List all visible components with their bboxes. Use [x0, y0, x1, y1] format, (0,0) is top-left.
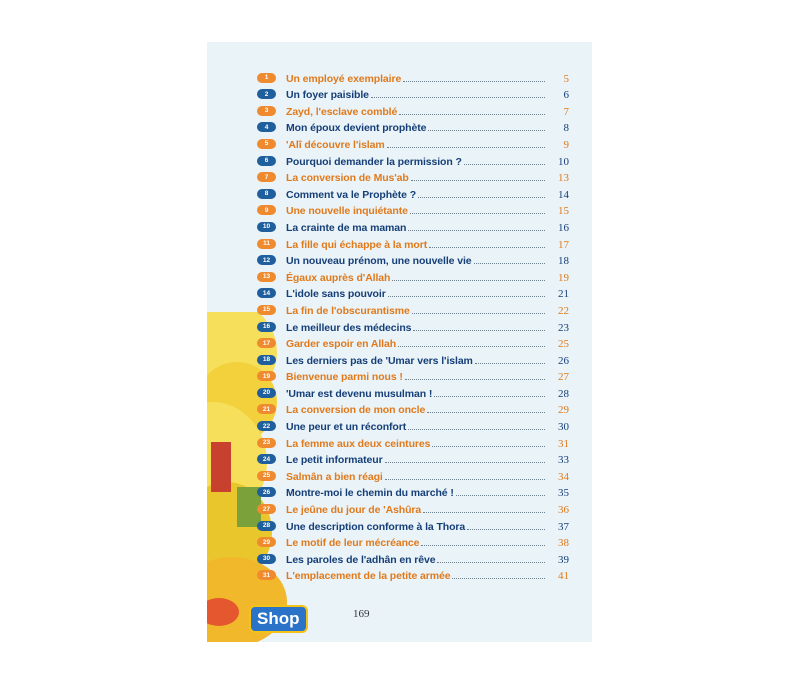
- dot-leader: [412, 313, 545, 314]
- dot-leader: [413, 330, 545, 331]
- chapter-title: Salmân a bien réagi: [286, 470, 383, 483]
- chapter-number-badge: 23: [257, 438, 276, 448]
- chapter-number-badge: 2: [257, 89, 276, 99]
- chapter-number-badge: 29: [257, 537, 276, 547]
- chapter-page-number: 13: [558, 172, 569, 185]
- dot-leader: [418, 197, 545, 198]
- chapter-number-badge: 31: [257, 570, 276, 580]
- dot-leader: [437, 562, 545, 563]
- chapter-title: Montre-moi le chemin du marché !: [286, 487, 454, 500]
- toc-row: [257, 201, 569, 218]
- toc-row: [257, 85, 569, 102]
- chapter-title: La fille qui échappe à la mort: [286, 238, 428, 251]
- dot-leader: [371, 97, 545, 98]
- chapter-page-number: 19: [558, 271, 569, 284]
- chapter-page-number: 26: [558, 354, 569, 367]
- chapter-page-number: 27: [558, 371, 569, 384]
- chapter-page-number: 37: [558, 520, 569, 533]
- chapter-number-badge: 24: [257, 454, 276, 464]
- chapter-title: Une peur et un réconfort: [286, 421, 407, 434]
- toc-row: [257, 317, 569, 334]
- page-number: 169: [353, 608, 370, 620]
- toc-row: [257, 483, 569, 500]
- chapter-page-number: 22: [558, 304, 569, 317]
- chapter-number-badge: 4: [257, 122, 276, 132]
- dot-leader: [403, 81, 545, 82]
- dot-leader: [432, 446, 545, 447]
- dot-leader: [408, 429, 545, 430]
- dot-leader: [475, 363, 545, 364]
- chapter-title: Un foyer paisible: [286, 89, 369, 102]
- chapter-page-number: 7: [563, 105, 569, 118]
- chapter-page-number: 36: [558, 504, 569, 517]
- toc-row: [257, 566, 569, 583]
- dot-leader: [423, 512, 545, 513]
- chapter-page-number: 33: [558, 454, 569, 467]
- chapter-title: Le jeûne du jour de 'Ashûra: [286, 504, 422, 517]
- chapter-title: Mon époux devient prophète: [286, 122, 427, 135]
- chapter-title: Garder espoir en Allah: [286, 338, 397, 351]
- chapter-page-number: 5: [563, 72, 569, 85]
- chapter-number-badge: 3: [257, 106, 276, 116]
- chapter-page-number: 28: [558, 387, 569, 400]
- chapter-number-badge: 30: [257, 554, 276, 564]
- toc-row: [257, 400, 569, 417]
- dot-leader: [464, 164, 545, 165]
- chapter-title: Égaux auprès d'Allah: [286, 271, 391, 284]
- dot-leader: [385, 479, 545, 480]
- chapter-number-badge: 7: [257, 172, 276, 182]
- dot-leader: [467, 529, 545, 530]
- chapter-title: Zayd, l'esclave comblé: [286, 105, 398, 118]
- dot-leader: [410, 213, 545, 214]
- chapter-title: La fin de l'obscurantisme: [286, 304, 410, 317]
- toc-row: [257, 433, 569, 450]
- chapter-number-badge: 18: [257, 355, 276, 365]
- chapter-page-number: 35: [558, 487, 569, 500]
- chapter-number-badge: 9: [257, 205, 276, 215]
- dot-leader: [421, 545, 545, 546]
- chapter-page-number: 15: [558, 205, 569, 218]
- dot-leader: [474, 263, 545, 264]
- toc-row: [257, 184, 569, 201]
- toc-row: [257, 533, 569, 550]
- chapter-page-number: 9: [563, 138, 569, 151]
- chapter-number-badge: 8: [257, 189, 276, 199]
- dot-leader: [456, 495, 545, 496]
- toc-row: [257, 284, 569, 301]
- chapter-page-number: 6: [563, 89, 569, 102]
- chapter-number-badge: 11: [257, 239, 276, 249]
- toc-row: [257, 217, 569, 234]
- chapter-title: Une nouvelle inquiétante: [286, 205, 408, 218]
- chapter-page-number: 10: [558, 155, 569, 168]
- chapter-page-number: 38: [558, 537, 569, 550]
- chapter-title: Les derniers pas de 'Umar vers l'islam: [286, 354, 473, 367]
- dot-leader: [399, 114, 545, 115]
- chapter-title: La conversion de mon oncle: [286, 404, 426, 417]
- chapter-page-number: 14: [558, 188, 569, 201]
- chapter-number-badge: 5: [257, 139, 276, 149]
- chapter-title: Un employé exemplaire: [286, 72, 402, 85]
- chapter-number-badge: 16: [257, 322, 276, 332]
- toc-row: [257, 450, 569, 467]
- toc-row: [257, 549, 569, 566]
- toc-row: [257, 134, 569, 151]
- dot-leader: [411, 180, 545, 181]
- chapter-number-badge: 1: [257, 73, 276, 83]
- chapter-page-number: 25: [558, 338, 569, 351]
- chapter-number-badge: 14: [257, 288, 276, 298]
- chapter-page-number: 17: [558, 238, 569, 251]
- toc-row: [257, 151, 569, 168]
- chapter-number-badge: 15: [257, 305, 276, 315]
- chapter-title: Une description conforme à la Thora: [286, 520, 466, 533]
- chapter-page-number: 34: [558, 470, 569, 483]
- toc-row: [257, 334, 569, 351]
- chapter-title: Comment va le Prophète ?: [286, 188, 417, 201]
- dot-leader: [398, 346, 545, 347]
- toc-row: [257, 300, 569, 317]
- chapter-number-badge: 26: [257, 487, 276, 497]
- chapter-page-number: 21: [558, 288, 569, 301]
- dot-leader: [387, 147, 545, 148]
- chapter-page-number: 18: [558, 255, 569, 268]
- chapter-number-badge: 20: [257, 388, 276, 398]
- toc-row: [257, 516, 569, 533]
- chapter-title: La crainte de ma maman: [286, 221, 407, 234]
- chapter-page-number: 39: [558, 553, 569, 566]
- dot-leader: [405, 379, 545, 380]
- toc-row: [257, 101, 569, 118]
- dot-leader: [385, 462, 545, 463]
- chapter-page-number: 29: [558, 404, 569, 417]
- chapter-number-badge: 27: [257, 504, 276, 514]
- chapter-number-badge: 19: [257, 371, 276, 381]
- toc-row: [257, 416, 569, 433]
- chapter-number-badge: 28: [257, 521, 276, 531]
- toc-row: [257, 499, 569, 516]
- chapter-title: La femme aux deux ceintures: [286, 437, 431, 450]
- shop-logo-text: Shop: [249, 605, 308, 633]
- toc-row: [257, 350, 569, 367]
- chapter-page-number: 16: [558, 221, 569, 234]
- toc-row: [257, 466, 569, 483]
- toc-row: [257, 367, 569, 384]
- chapter-title: L'idole sans pouvoir: [286, 288, 386, 301]
- chapter-page-number: 8: [563, 122, 569, 135]
- chapter-number-badge: 13: [257, 272, 276, 282]
- dot-leader: [427, 412, 545, 413]
- chapter-number-badge: 25: [257, 471, 276, 481]
- table-of-contents: [257, 68, 569, 582]
- chapter-title: 'Umar est devenu musulman !: [286, 387, 433, 400]
- chapter-title: Un nouveau prénom, une nouvelle vie: [286, 255, 472, 268]
- toc-row: [257, 68, 569, 85]
- toc-row: [257, 383, 569, 400]
- chapter-number-badge: 10: [257, 222, 276, 232]
- chapter-title: Le motif de leur mécréance: [286, 537, 420, 550]
- chapter-number-badge: 22: [257, 421, 276, 431]
- dot-leader: [428, 130, 545, 131]
- dot-leader: [452, 578, 545, 579]
- dot-leader: [429, 247, 545, 248]
- chapter-number-badge: 12: [257, 255, 276, 265]
- book-page: [207, 42, 592, 642]
- chapter-page-number: 31: [558, 437, 569, 450]
- dot-leader: [408, 230, 545, 231]
- toc-row: [257, 251, 569, 268]
- toc-row: [257, 234, 569, 251]
- chapter-number-badge: 21: [257, 404, 276, 414]
- chapter-title: L'emplacement de la petite armée: [286, 570, 451, 583]
- toc-row: [257, 267, 569, 284]
- chapter-title: Pourquoi demander la permission ?: [286, 155, 462, 168]
- chapter-title: Le petit informateur: [286, 454, 383, 467]
- chapter-page-number: 30: [558, 421, 569, 434]
- toc-row: [257, 118, 569, 135]
- chapter-title: La conversion de Mus'ab: [286, 172, 409, 185]
- chapter-number-badge: 6: [257, 156, 276, 166]
- dot-leader: [392, 280, 545, 281]
- toc-row: [257, 168, 569, 185]
- dot-leader: [434, 396, 545, 397]
- chapter-number-badge: 17: [257, 338, 276, 348]
- chapter-title: Les paroles de l'adhân en rêve: [286, 553, 436, 566]
- chapter-title: Bienvenue parmi nous !: [286, 371, 403, 384]
- shop-logo: [249, 606, 308, 632]
- chapter-page-number: 41: [558, 570, 569, 583]
- dot-leader: [388, 296, 545, 297]
- chapter-title: Le meilleur des médecins: [286, 321, 412, 334]
- chapter-title: 'Alî découvre l'islam: [286, 138, 385, 151]
- chapter-page-number: 23: [558, 321, 569, 334]
